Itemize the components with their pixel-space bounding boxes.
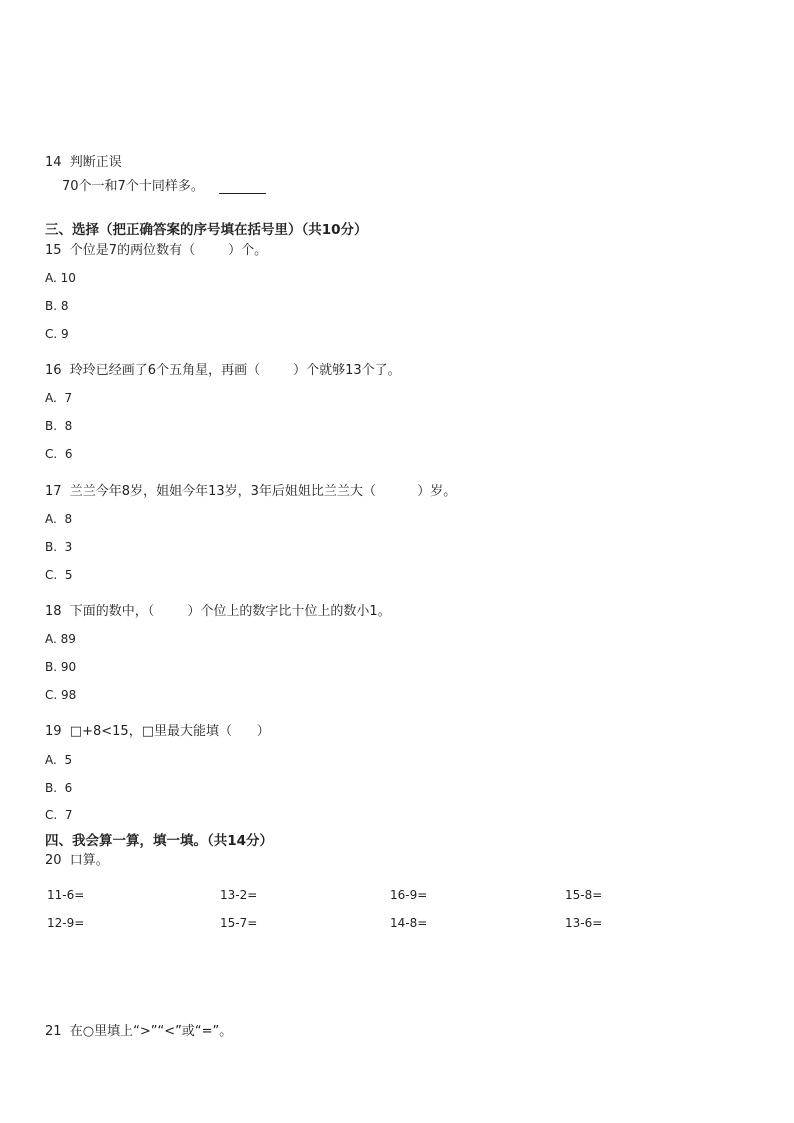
calc-item: 15-8= [565, 888, 603, 902]
calc-item: 14-8= [390, 916, 428, 930]
q20-heading: 20 口算。 [45, 853, 109, 868]
q18-option-c[interactable]: C. 98 [45, 688, 77, 702]
calc-item: 15-7= [220, 916, 258, 930]
q18-option-b[interactable]: B. 90 [45, 660, 77, 674]
q15-option-c[interactable]: C. 9 [45, 327, 69, 341]
q15-option-a[interactable]: A. 10 [45, 271, 76, 285]
q19-option-b[interactable]: B. 6 [45, 781, 73, 795]
q21-heading: 21 在○里填上“>”“<”或“=”。 [45, 1024, 233, 1039]
q17-option-b[interactable]: B. 3 [45, 540, 73, 554]
q14-statement: 70个一和7个十同样多。 [62, 179, 204, 194]
q18-stem: 18 下面的数中，（ ）个位上的数字比十位上的数小1。 [45, 604, 391, 619]
q15-stem: 15 个位是7的两位数有（ ）个。 [45, 243, 268, 258]
q17-stem: 17 兰兰今年8岁，姐姐今年13岁，3年后姐姐比兰兰大（ ）岁。 [45, 484, 457, 499]
q16-option-b[interactable]: B. 8 [45, 419, 73, 433]
calc-item: 11-6= [47, 888, 85, 902]
q14-heading: 14 判断正误 [45, 155, 122, 170]
calc-item: 12-9= [47, 916, 85, 930]
q19-stem: 19 □+8<15，□里最大能填（ ） [45, 724, 270, 739]
q19-option-c[interactable]: C. 7 [45, 808, 73, 822]
calc-item: 16-9= [390, 888, 428, 902]
q16-stem: 16 玲玲已经画了6个五角星，再画（ ）个就够13个了。 [45, 363, 401, 378]
q17-option-c[interactable]: C. 5 [45, 568, 73, 582]
section-4-title: 四、我会算一算，填一填。（共14分） [45, 833, 274, 849]
q19-option-a[interactable]: A. 5 [45, 753, 73, 767]
calc-item: 13-2= [220, 888, 258, 902]
calc-item: 13-6= [565, 916, 603, 930]
q18-option-a[interactable]: A. 89 [45, 632, 76, 646]
q16-option-a[interactable]: A. 7 [45, 391, 73, 405]
q16-option-c[interactable]: C. 6 [45, 447, 73, 461]
q15-option-b[interactable]: B. 8 [45, 299, 69, 313]
section-3-title: 三、选择（把正确答案的序号填在括号里）（共10分） [45, 222, 368, 238]
q17-option-a[interactable]: A. 8 [45, 512, 73, 526]
q14-answer-blank[interactable] [219, 193, 266, 194]
